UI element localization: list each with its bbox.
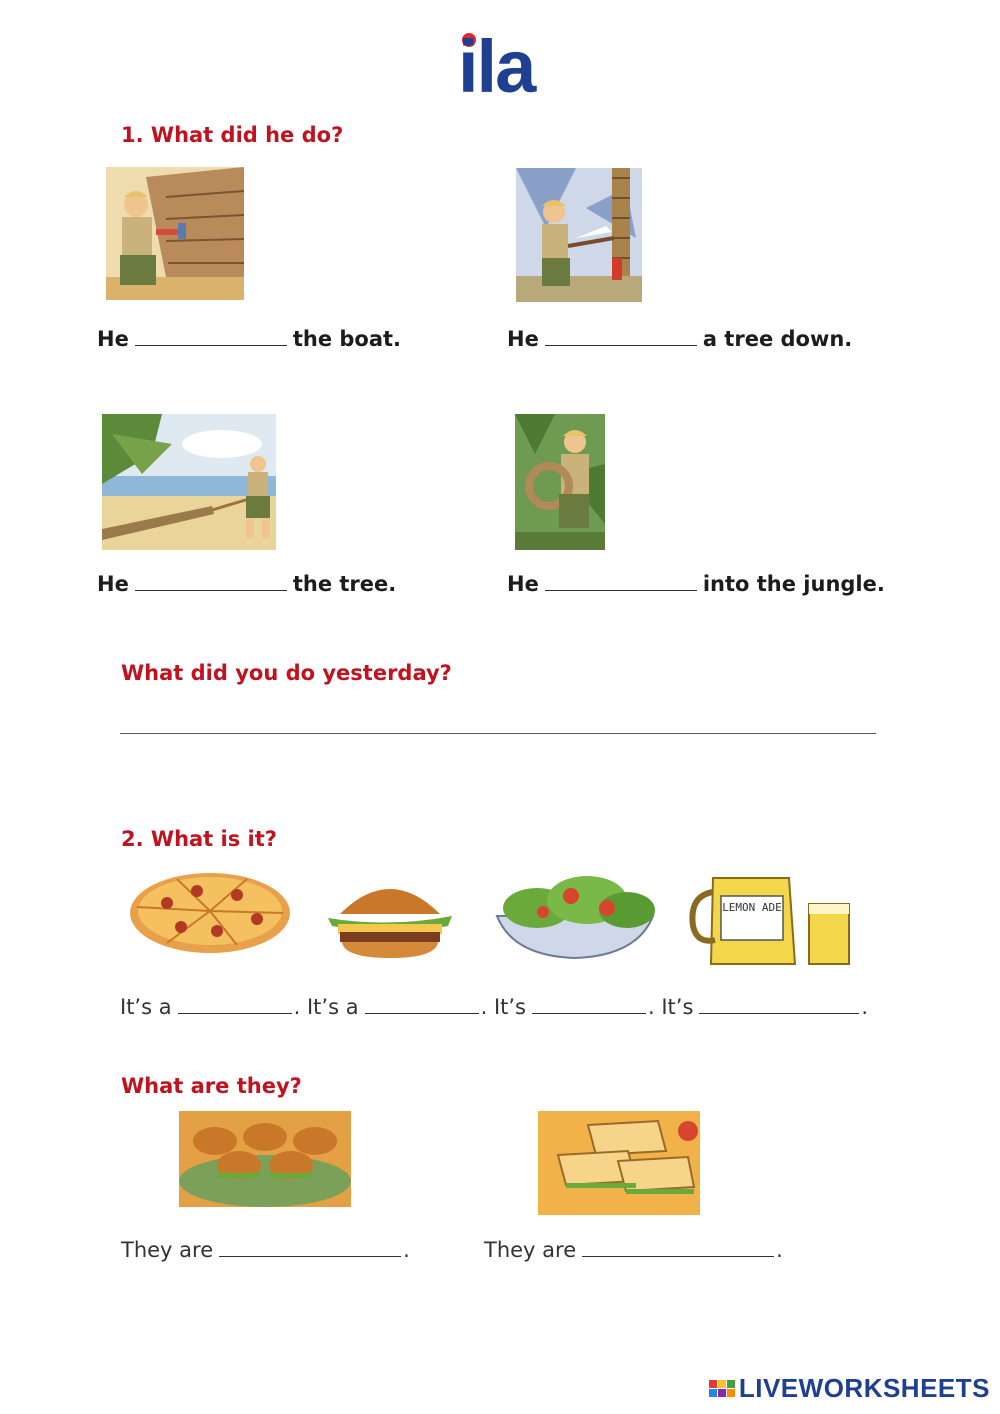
answer-blank-1[interactable] xyxy=(135,343,287,346)
they-sentence-1-pre: They are xyxy=(121,1238,214,1262)
yesterday-question: What did you do yesterday? xyxy=(121,661,452,685)
logo: ila xyxy=(458,25,535,108)
sandwiches-picture xyxy=(538,1111,700,1215)
jungle-walk-picture xyxy=(515,414,605,550)
boat-building-picture xyxy=(106,167,244,300)
liveworksheets-logo-icon xyxy=(709,1380,735,1397)
it-sentence-4-post: . xyxy=(861,995,869,1019)
yesterday-answer-line[interactable] xyxy=(120,733,876,734)
answer-blank-3[interactable] xyxy=(135,588,287,591)
answer-blank-4[interactable] xyxy=(545,588,697,591)
they-are-sentence-1 xyxy=(121,1238,410,1262)
it-sentence-1-post: . xyxy=(293,995,301,1019)
it-sentence-1-pre: It’s a xyxy=(120,995,172,1019)
they-sentence-2-pre: They are xyxy=(484,1238,577,1262)
section2-title: 2. What is it? xyxy=(121,827,277,851)
pizza-picture xyxy=(127,867,293,957)
sentence-2-post: a tree down. xyxy=(702,327,853,351)
plural-blank-2[interactable] xyxy=(582,1254,774,1257)
watermark-text: LIVEWORKSHEETS xyxy=(738,1373,990,1403)
food-blank-1[interactable] xyxy=(178,1011,292,1014)
plural-blank-1[interactable] xyxy=(219,1254,401,1257)
they-sentence-1-post: . xyxy=(403,1238,410,1262)
what-is-it-sentences xyxy=(120,995,868,1019)
it-sentence-2-pre: It’s a xyxy=(306,995,359,1019)
sentence-4 xyxy=(507,572,885,596)
food-blank-2[interactable] xyxy=(365,1011,479,1014)
sentence-4-post: into the jungle. xyxy=(702,572,885,596)
sentence-1-pre: He xyxy=(97,327,129,351)
jug-label: LEMON ADE xyxy=(722,901,782,914)
it-sentence-2-post: . xyxy=(480,995,488,1019)
chopping-tree-picture xyxy=(516,168,642,302)
it-sentence-3-post: . xyxy=(647,995,655,1019)
sentence-1-post: the boat. xyxy=(292,327,402,351)
sentence-3-post: the tree. xyxy=(292,572,397,596)
section1-title: 1. What did he do? xyxy=(121,123,344,147)
sentence-4-pre: He xyxy=(507,572,539,596)
it-sentence-4-pre: It’s xyxy=(661,995,694,1019)
sentence-3-pre: He xyxy=(97,572,129,596)
section3-title: What are they? xyxy=(121,1074,302,1098)
sentence-3 xyxy=(97,572,396,596)
it-sentence-3-pre: It’s xyxy=(493,995,526,1019)
they-sentence-2-post: . xyxy=(776,1238,783,1262)
lemonade-picture xyxy=(685,866,857,970)
burger-picture xyxy=(318,868,462,962)
food-blank-3[interactable] xyxy=(532,1011,646,1014)
answer-blank-2[interactable] xyxy=(545,343,697,346)
liveworksheets-watermark xyxy=(709,1373,990,1404)
sentence-2-pre: He xyxy=(507,327,539,351)
burgers-picture xyxy=(179,1111,351,1207)
pulling-tree-picture xyxy=(102,414,276,550)
they-are-sentence-2 xyxy=(484,1238,783,1262)
salad-picture xyxy=(487,866,663,962)
sentence-1 xyxy=(97,327,401,351)
food-blank-4[interactable] xyxy=(699,1011,859,1014)
sentence-2 xyxy=(507,327,852,351)
